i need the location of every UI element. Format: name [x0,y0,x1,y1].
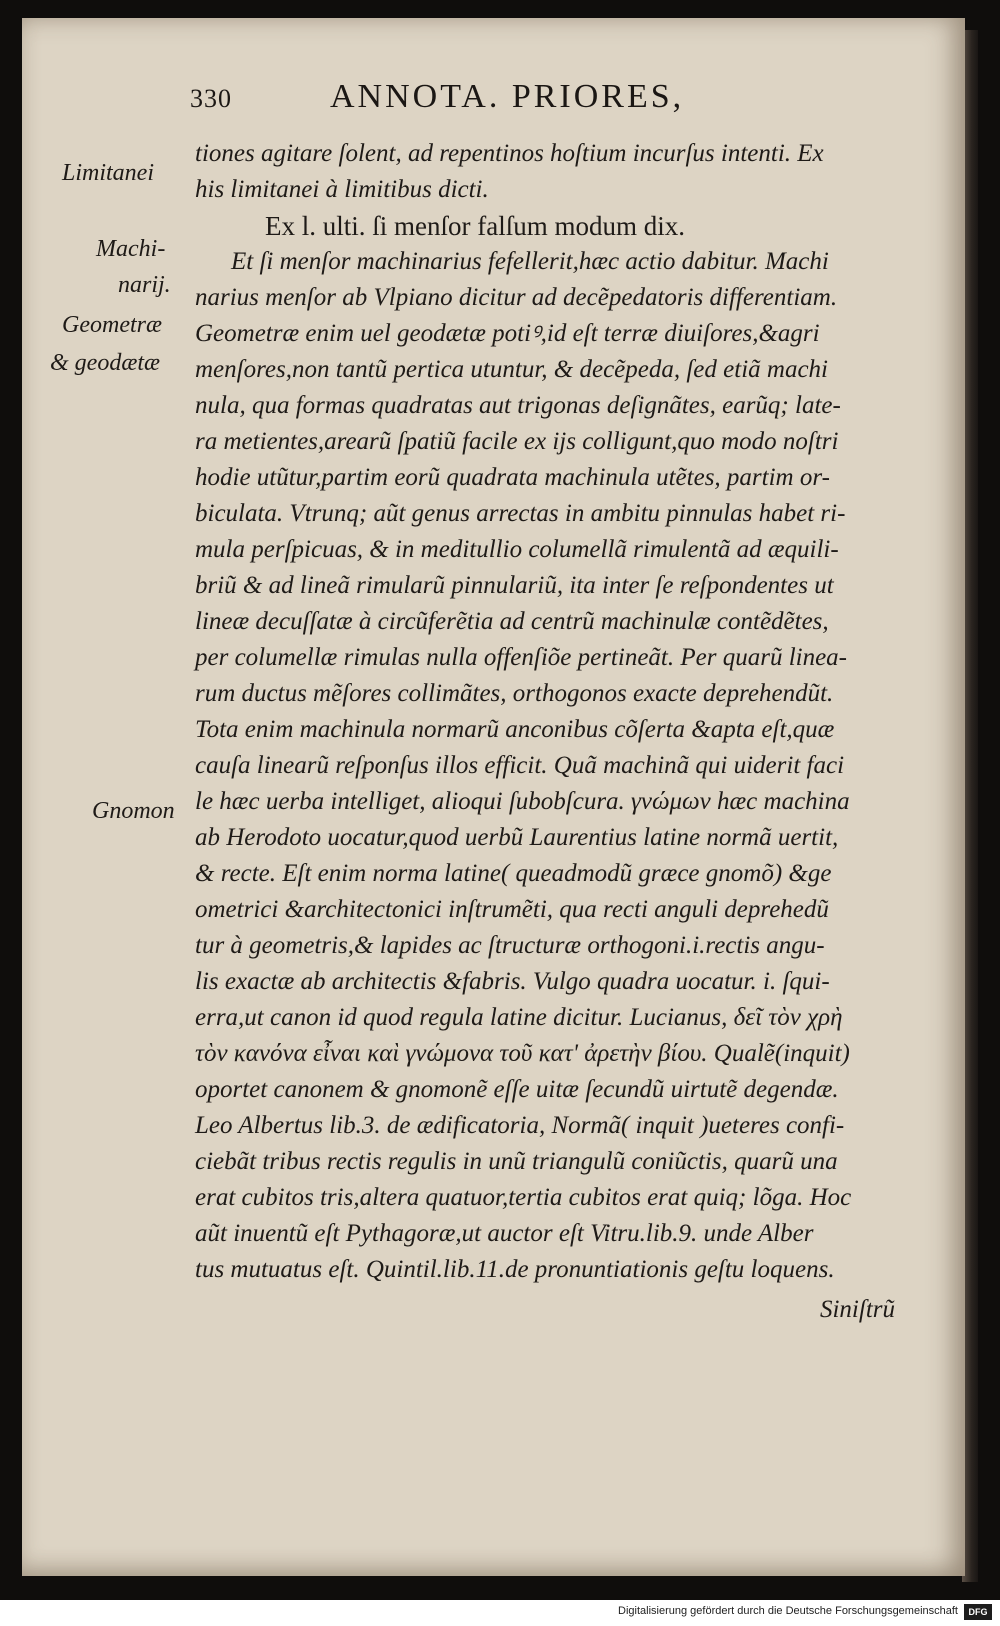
text-line: mula perſpicuas, & in meditullio columellã rimulentã ad æquili- [195,536,839,563]
funding-credit: Digitalisierung gefördert durch die Deutsche Forschungsgemeinschaft [618,1605,958,1617]
text-line: Tota enim machinula normarũ anconibus cõſerta &apta eſt,quæ [195,716,835,743]
catchword: Siniſtrũ [819,1296,895,1323]
text-line: lineæ decuſſatæ à circũferẽtia ad centrũ machinulæ contẽdẽtes, [195,608,829,635]
marginal-note: Limitanei [62,160,155,186]
text-line: nula, qua formas quadratas aut trigonas deſignãtes, earũq; late- [195,392,841,419]
text-line: erat cubitos tris,altera quatuor,tertia cubitos erat quiq; lõga. Hoc [195,1184,852,1211]
text-line: narius menſor ab Vlpiano dicitur ad decẽpedatoris differentiam. [195,284,838,311]
text-line: cauſa linearũ reſponſus illos efficit. Quã machinã qui uiderit faci [195,752,845,779]
digitization-footer [0,1600,1000,1626]
marginal-note: Geometræ [62,312,162,338]
text-line: his limitanei à limitibus dicti. [195,176,489,203]
page-header [190,78,750,126]
text-line: Et ſi menſor machinarius fefellerit,hæc actio dabitur. Machi [231,248,829,275]
marginal-note: narij. [118,272,171,298]
text-line: ometrici &architectonici inſtrumẽti, qua recti anguli deprehedũ [195,896,829,923]
text-line: & recte. Eſt enim norma latine( queadmodũ græce gnomõ) &ge [195,860,832,887]
marginal-note: Machi- [96,236,166,262]
marginal-note: Gnomon [92,798,175,824]
text-line: menſores,non tantũ pertica utuntur, & decẽpeda, ſed etiã machi [195,356,828,383]
text-line: ciebãt tribus rectis regulis in unũ triangulũ coniũctis, quarũ una [195,1148,838,1175]
text-line: aũt inuentũ eſt Pythagoræ,ut auctor eſt Vitru.lib.9. unde Alber [195,1220,814,1247]
text-line: ra metientes,arearũ ſpatiũ facile ex ijs colligunt,quo modo noſtri [195,428,839,455]
text-line: lis exactæ ab architectis &fabris. Vulgo quadra uocatur. i. ſqui- [195,968,830,995]
text-line: τὸν κανόνα εἶναι καὶ γνώμονα τοῦ κατ' ἀρετὴν βίου. Qualẽ(inquit) [195,1040,850,1067]
text-line: biculata. Vtrunq; aũt genus arrectas in ambitu pinnulas habet ri- [195,500,846,527]
text-line: briũ & ad lineã rimularũ pinnulariũ, ita inter ſe reſpondentes ut [195,572,834,599]
text-line: rum ductus mẽſores collimãtes, orthogonos exacte deprehendũt. [195,680,834,707]
dfg-logo: DFG [964,1604,992,1620]
text-line: tus mutuatus eſt. Quintil.lib.11.de pronuntiationis geſtu loquens. [195,1256,835,1283]
page-number: 330 [190,84,232,113]
text-line: erra,ut canon id quod regula latine dicitur. Lucianus, δεῖ τὸν χρὴ [195,1004,843,1031]
text-line: tur à geometris,& lapides ac ſtructuræ orthogoni.i.rectis angu- [195,932,825,959]
text-line: ab Herodoto uocatur,quod uerbũ Laurentius latine normã uertit, [195,824,839,851]
text-line: hodie utũtur,partim eorũ quadrata machinula utẽtes, partim or- [195,464,830,491]
text-line: Geometræ enim uel geodætæ potiꝰ,id eſt terræ diuiſores,&agri [195,320,820,347]
text-line: tiones agitare ſolent, ad repentinos hoſtium incurſus intenti. Ex [195,140,824,167]
text-line: per columellæ rimulas nulla offenſiõe pertineãt. Per quarũ linea- [195,644,848,671]
marginal-note: & geodætæ [50,350,161,376]
text-line: le hæc uerba intelliget, alioqui ſubobſcura. γνώμων hæc machina [195,788,850,815]
text-line: oportet canonem & gnomonẽ eſſe uitæ ſecundũ uirtutẽ degendæ. [195,1076,839,1103]
section-heading: Ex l. ulti. ſi menſor falſum modum dix. [265,211,685,241]
text-line: Leo Albertus lib.3. de ædificatoria, Normã( inquit )ueteres confi- [195,1112,845,1139]
running-title: ANNOTA. PRIORES, [330,78,685,115]
